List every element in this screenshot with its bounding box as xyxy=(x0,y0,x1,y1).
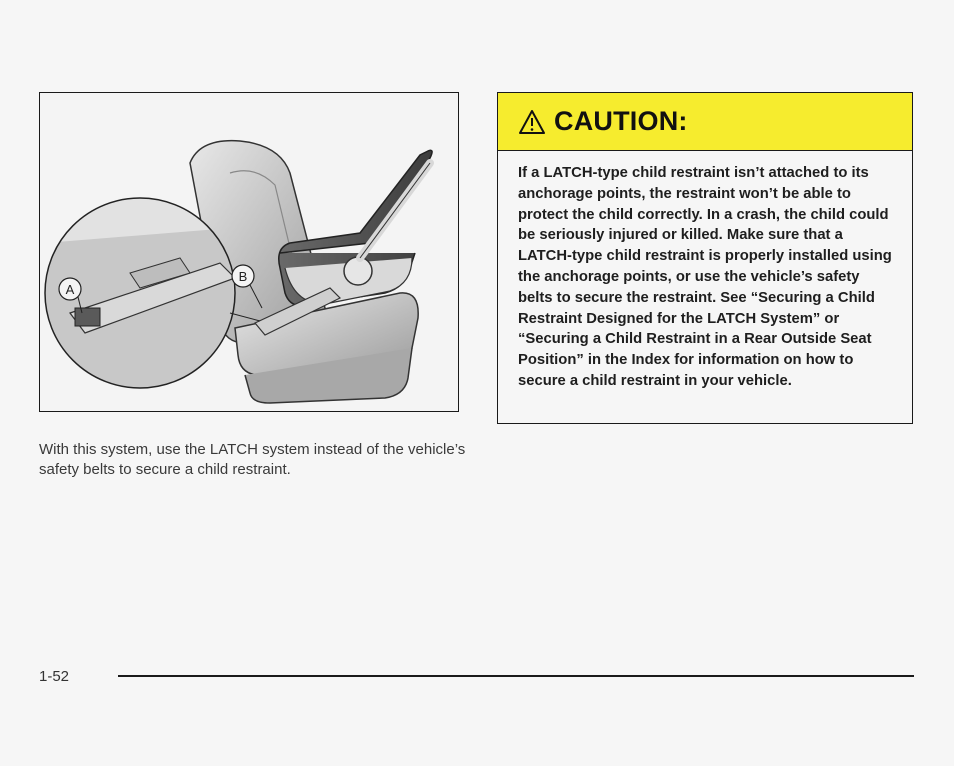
caution-header xyxy=(498,93,912,151)
caution-body: If a LATCH-type child restraint isn’t attached to its anchorage points, the restraint won’t be able to protect the child correctly. In a crash, the child could be seriously injured or killed. Make sure that a LATCH-type child restraint is properly installed using the anchorage points, or use the vehicle’s safety belts to secure the restraint. See “Securing a Child Restraint Designed for the LATCH System” or “Securing a Child Restraint in a Rear Outside Seat Position” in the Index for information on how to secure a child restraint in your vehicle. xyxy=(518,165,892,389)
child-seat-drawing xyxy=(40,93,460,413)
footer-rule xyxy=(118,675,914,677)
warning-triangle-icon xyxy=(518,109,546,135)
page-number: 1-52 xyxy=(39,668,70,685)
caution-box xyxy=(497,92,913,424)
callout-a-label: A xyxy=(65,282,75,297)
latch-illustration xyxy=(39,92,459,412)
callout-b-label: B xyxy=(238,269,248,284)
caution-title: CAUTION: xyxy=(554,106,688,136)
caption-text: With this system, use the LATCH system instead of the vehicle’s safety belts to secure a child restraint. xyxy=(39,441,466,478)
